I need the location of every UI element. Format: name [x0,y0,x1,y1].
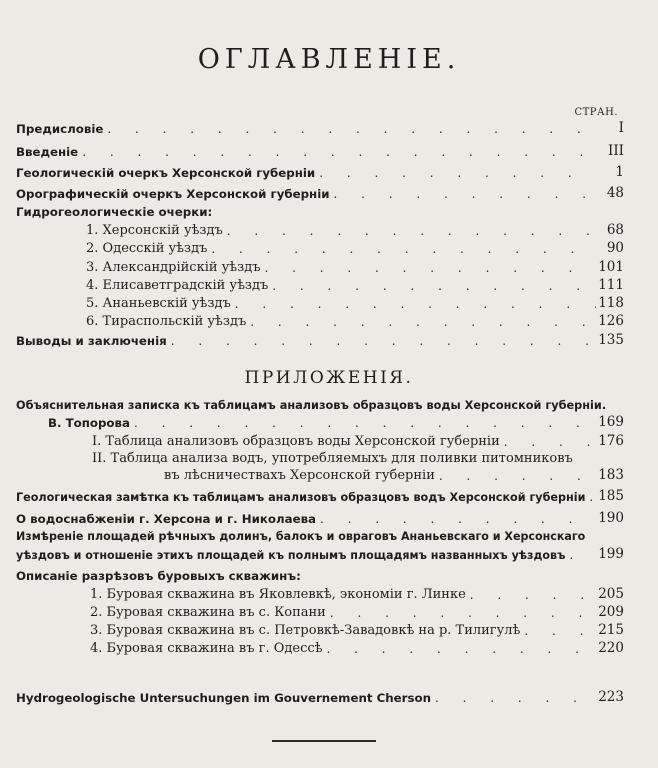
leader-dots [78,145,596,159]
toc-entry-borehole-4[interactable] [90,639,624,656]
toc-entry-page: 190 [598,510,624,526]
toc-entry-page: 126 [598,313,624,329]
toc-entry-page: 220 [598,640,624,656]
toc-entry-page: 101 [598,259,624,275]
toc-entry-label: 1. Буровая скважина въ Яковлевкѣ, экономiи г. Линке [90,587,466,602]
toc-entry-label: I. Таблица анализовъ образцовъ воды Херсонской губернiи [92,434,500,449]
toc-entry-conclusions[interactable] [16,331,624,348]
hydro-heading: Гидрогеологическiе очерки: [16,205,213,219]
toc-entry-borehole-2[interactable] [90,603,624,620]
toc-entry-page: 1 [615,164,624,180]
leader-dots [231,297,596,311]
toc-entry-page: 209 [598,604,624,620]
toc-entry-orography[interactable] [16,184,624,201]
leader-dots [167,334,596,348]
toc-entry-page: 90 [606,240,624,256]
page-column-label: СТРАН. [574,107,618,118]
leader-dots [330,187,596,201]
toc-entry-table-1[interactable] [92,432,624,449]
page-title: ОГЛАВЛЕНIЕ. [197,44,461,75]
leader-dots [268,279,596,293]
toc-entry-hydro-2[interactable] [86,239,624,256]
toc-entry-label: Введенiе [16,145,79,159]
boreholes-heading: Описанiе разрѣзовъ буровыхъ скважинъ: [16,569,301,583]
leader-dots [246,315,596,329]
toc-entry-page: 183 [598,467,624,483]
toc-entry-label: 3. Буровая скважина въ с. Петровкѣ-Завадовкѣ на р. Тилигулѣ [90,623,521,638]
appendix-title: ПРИЛОЖЕНIЯ. [244,368,414,388]
toc-entry-borehole-1[interactable] [90,585,624,602]
toc-entry-page: 169 [598,414,624,430]
toc-entry-page: 135 [598,332,624,348]
leader-dots [103,122,596,136]
toc-entry-page: III [608,143,624,159]
toc-entry-page: 118 [598,295,624,311]
toc-entry-hydro-3[interactable] [86,258,624,275]
measurement-line1: Измѣренiе площадей рѣчныхъ долинъ, балокъ и овраговъ Ананьевскаго и Херсонскаго [16,530,586,543]
leader-dots [500,435,596,449]
toc-entry-hydro-4[interactable] [86,276,624,293]
toc-entry-page: 48 [606,185,624,201]
toc-entry-label: 3. Александрiйскiй уѣздъ [86,260,261,275]
toc-entry-geology-note[interactable] [16,487,624,504]
toc-entry-page: 68 [606,222,624,238]
leader-dots [326,606,596,620]
leader-dots [261,261,596,275]
toc-entry-page: 223 [598,689,624,705]
toc-entry-label: Геологическiй очеркъ Херсонской губернiи [16,166,316,180]
toc-entry-measurement[interactable] [16,545,624,562]
toc-entry-page: 111 [598,277,624,293]
toc-entry-page: 185 [598,488,624,504]
leader-dots [431,691,596,705]
leader-dots [207,242,596,256]
toc-entry-label: Выводы и заключенiя [16,334,167,348]
toc-entry-page: 176 [598,433,624,449]
toc-entry-label: Геологическая замѣтка къ таблицамъ анализовъ образцовъ водъ Херсонской губернiи [16,491,586,504]
toc-entry-introduction[interactable] [16,142,624,159]
leader-dots [585,490,596,504]
toc-entry-label: 6. Тираспольскiй уѣздъ [86,314,247,329]
leader-dots [315,166,596,180]
toc-entry-label: 1. Херсонскiй уѣздъ [86,223,223,238]
toc-entry-label: 2. Буровая скважина въ с. Копани [90,605,326,620]
toc-entry-hydro-1[interactable] [86,221,624,238]
toc-entry-water-supply[interactable] [16,509,624,526]
toc-entry-label: Орографическiй очеркъ Херсонской губернiи [16,187,330,201]
toc-entry-page: 215 [598,622,624,638]
toc-entry-label: В. Топорова [48,416,130,430]
toc-entry-label: Hydrogeologische Untersuchungen im Gouvernement Cherson [16,691,432,705]
toc-entry-page: I [618,120,624,136]
toc-entry-label: въ лѣсничествахъ Херсонской губернiи [164,468,435,483]
toc-entry-borehole-3[interactable] [90,621,624,638]
toc-entry-table-2[interactable] [164,466,624,483]
closing-rule [272,740,376,742]
leader-dots [435,469,596,483]
table-2-line1: II. Таблица анализа водъ, употребляемыхъ для поливки питомниковъ [92,451,573,466]
toc-entry-label: уѣздовъ и отношенiе этихъ площадей къ полнымъ площадямъ названныхъ уѣздовъ [16,549,566,562]
leader-dots [323,642,597,656]
toc-entry-label: 4. Елисаветградскiй уѣздъ [86,278,269,293]
leader-dots [565,548,596,562]
toc-entry-label: Предисловiе [16,122,104,136]
leader-dots [466,588,596,602]
toc-entry-label: 4. Буровая скважина въ г. Одессѣ [90,641,323,656]
toc-entry-label: 5. Ананьевскiй уѣздъ [86,296,231,311]
leader-dots [520,624,596,638]
toc-entry-german[interactable] [16,688,624,705]
leader-dots [316,512,596,526]
toc-entry-explanatory[interactable] [48,413,624,430]
toc-entry-label: 2. Одесскiй уѣздъ [86,241,208,256]
leader-dots [223,224,596,238]
explanatory-line1: Объяснительная записка къ таблицамъ анализовъ образцовъ воды Херсонской губернiи. [16,399,607,412]
toc-entry-label: О водоснабженiи г. Херсона и г. Николаева [16,512,316,526]
toc-entry-hydro-6[interactable] [86,312,624,329]
toc-entry-hydro-5[interactable] [86,294,624,311]
toc-entry-page: 205 [598,586,624,602]
toc-entry-page: 199 [598,546,624,562]
leader-dots [130,416,596,430]
toc-entry-preface[interactable] [16,119,624,136]
toc-entry-geology[interactable] [16,163,624,180]
